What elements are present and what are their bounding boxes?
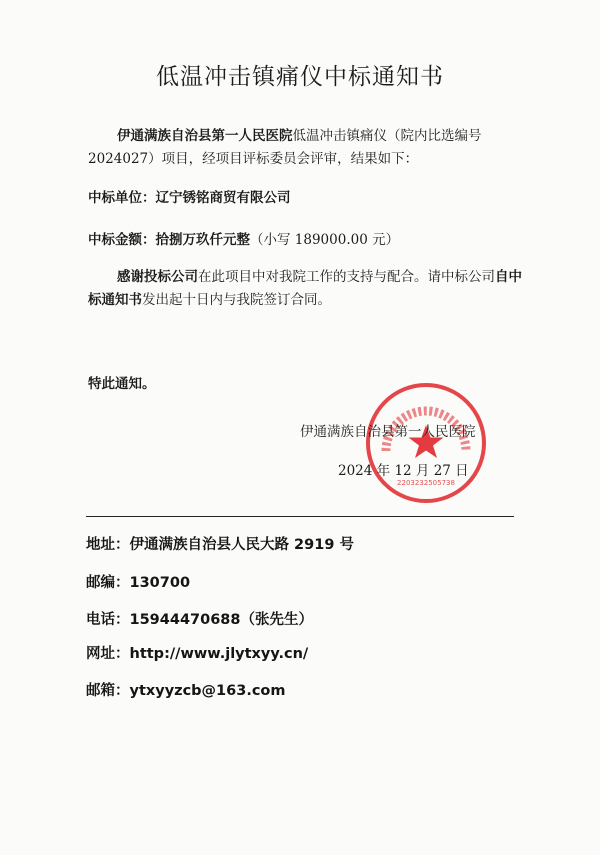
- signature-org: 伊通满族自治县第一人民医院: [300, 424, 476, 440]
- thanks-bold-1: 感谢投标公司: [117, 269, 198, 285]
- contact-website: 网址：http://www.jlytxyy.cn/: [86, 646, 309, 662]
- contact-postcode: 邮编：130700: [86, 575, 191, 591]
- amount-label: 中标金额：: [88, 232, 156, 248]
- official-seal: [364, 381, 488, 505]
- contact-address: 地址：伊通满族自治县人民大路 2919 号: [86, 537, 354, 553]
- intro-paragraph: [88, 125, 528, 171]
- hospital-name-lead: 伊通满族自治县第一人民医院: [117, 128, 293, 144]
- thanks-text-1: 在此项目中对我院工作的支持与配合。请中标公司: [198, 269, 495, 285]
- signature-date: 2024 年 12 月 27 日: [338, 463, 469, 479]
- thanks-text-2: 发出起十日内与我院签订合同。: [142, 292, 331, 308]
- thanks-paragraph: [88, 266, 528, 312]
- contact-phone: 电话：15944470688（张先生）: [86, 612, 313, 628]
- seal-number: 2203232505738: [397, 479, 455, 487]
- winner-label: 中标单位：: [88, 190, 156, 206]
- thanks-bold-2: 自中标通知书: [88, 269, 522, 308]
- special-notice: 特此通知。: [88, 376, 156, 392]
- contact-email: 邮箱：ytxyyzcb@163.com: [86, 683, 286, 699]
- winner-value: 辽宁锈铭商贸有限公司: [155, 190, 291, 206]
- winner-line: [88, 187, 528, 210]
- amount-value-rest: （小写 189000.00 元）: [250, 232, 400, 248]
- document-title: 低温冲击镇痛仪中标通知书: [156, 64, 444, 90]
- seal-graphic: [364, 381, 488, 505]
- intro-text: 低温冲击镇痛仪（院内比选编号2024027）项目，经项目评标委员会评审，结果如下：: [88, 128, 482, 167]
- amount-line: [88, 229, 528, 252]
- amount-value-bold: 拾捌万玖仟元整: [155, 232, 250, 248]
- divider: [86, 516, 514, 517]
